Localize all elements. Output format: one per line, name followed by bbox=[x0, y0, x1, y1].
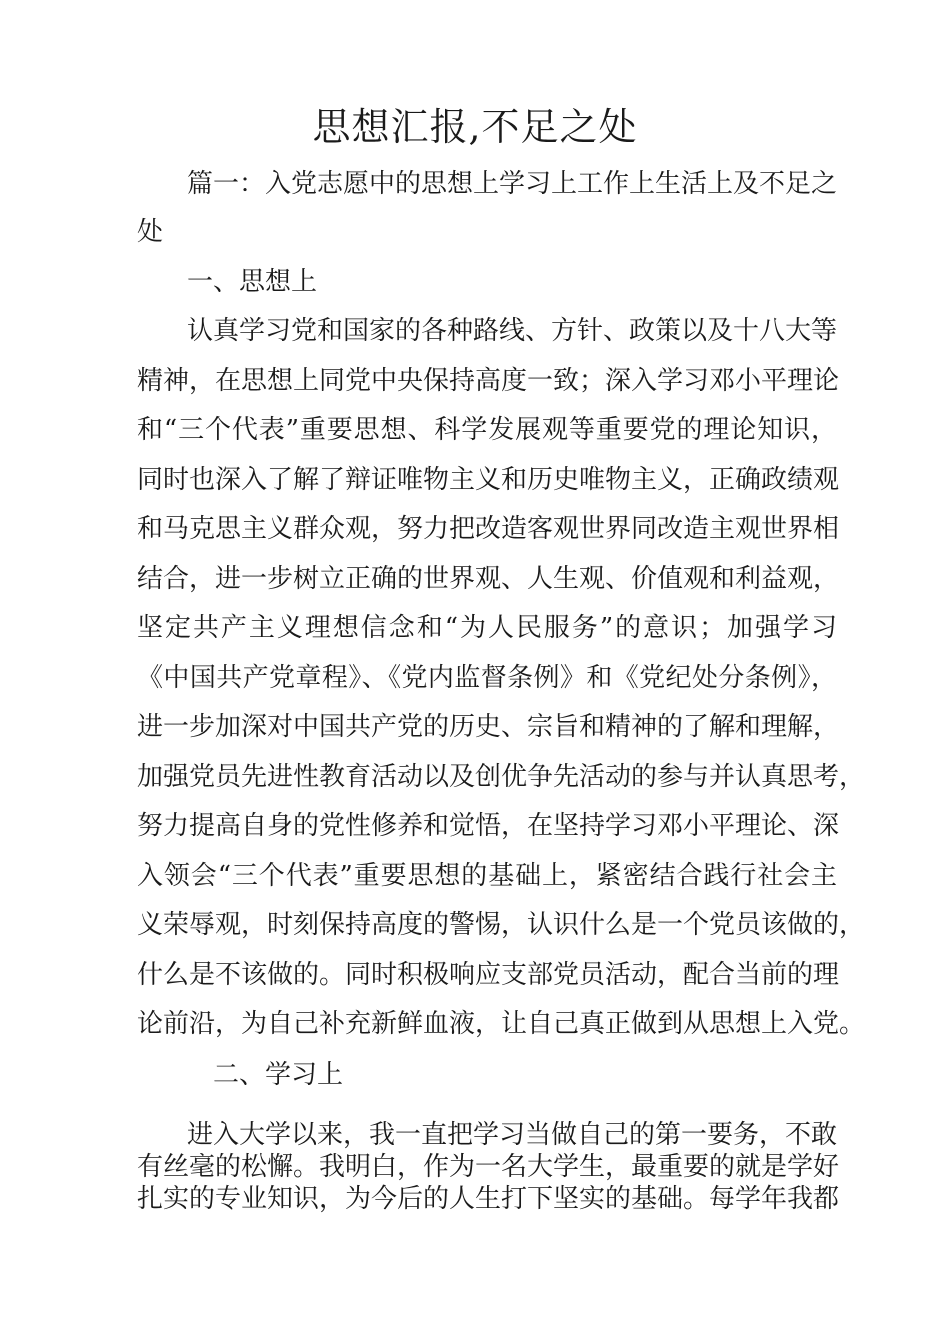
paragraph-line: 义荣辱观，时刻保持高度的警惕，认识什么是一个党员该做的， bbox=[137, 910, 866, 940]
paragraph-line: 同时也深入了解了辩证唯物主义和历史唯物主义，正确政绩观 bbox=[137, 465, 840, 495]
section-heading: 二、学习上 bbox=[213, 1060, 344, 1090]
paragraph-line: 论前沿，为自己补充新鲜血液，让自己真正做到从思想上入党。 bbox=[137, 1009, 866, 1039]
paragraph-line: 《中国共产党章程》、《党内监督条例》和《党纪处分条例》， bbox=[137, 663, 837, 693]
paragraph-line: 认真学习党和国家的各种路线、方针、政策以及十八大等 bbox=[187, 316, 838, 346]
paragraph-line: 篇一：入党志愿中的思想上学习上工作上生活上及不足之 bbox=[187, 169, 838, 199]
paragraph-line: 扎实的专业知识，为今后的人生打下坚实的基础。每学年我都 bbox=[137, 1184, 840, 1214]
paragraph-line: 什么是不该做的。同时积极响应支部党员活动，配合当前的理 bbox=[137, 960, 840, 990]
paragraph-line: 进一步加深对中国共产党的历史、宗旨和精神的了解和理解， bbox=[137, 712, 840, 742]
paragraph-line: 结合，进一步树立正确的世界观、人生观、价值观和利益观， bbox=[137, 564, 840, 594]
paragraph-line: 有丝毫的松懈。我明白，作为一名大学生，最重要的就是学好 bbox=[137, 1152, 840, 1182]
section-heading: 一、思想上 bbox=[187, 267, 318, 297]
paragraph-line: 精神，在思想上同党中央保持高度一致；深入学习邓小平理论 bbox=[137, 366, 840, 396]
document-title: 思想汇报,不足之处 bbox=[312, 105, 638, 149]
paragraph-line: 进入大学以来，我一直把学习当做自己的第一要务，不敢 bbox=[187, 1120, 838, 1150]
paragraph-line: 坚定共产主义理想信念和“为人民服务”的意识；加强学习 bbox=[137, 613, 837, 643]
paragraph-line: 入领会“三个代表”重要思想的基础上，紧密结合践行社会主 bbox=[137, 861, 837, 891]
paragraph-line: 加强党员先进性教育活动以及创优争先活动的参与并认真思考， bbox=[137, 762, 866, 792]
paragraph-line: 和“三个代表”重要思想、科学发展观等重要党的理论知识， bbox=[137, 415, 837, 445]
paragraph-line: 和马克思主义群众观，努力把改造客观世界同改造主观世界相 bbox=[137, 514, 840, 544]
paragraph-line: 努力提高自身的党性修养和觉悟，在坚持学习邓小平理论、深 bbox=[137, 811, 840, 841]
paragraph-line: 处 bbox=[137, 217, 164, 247]
